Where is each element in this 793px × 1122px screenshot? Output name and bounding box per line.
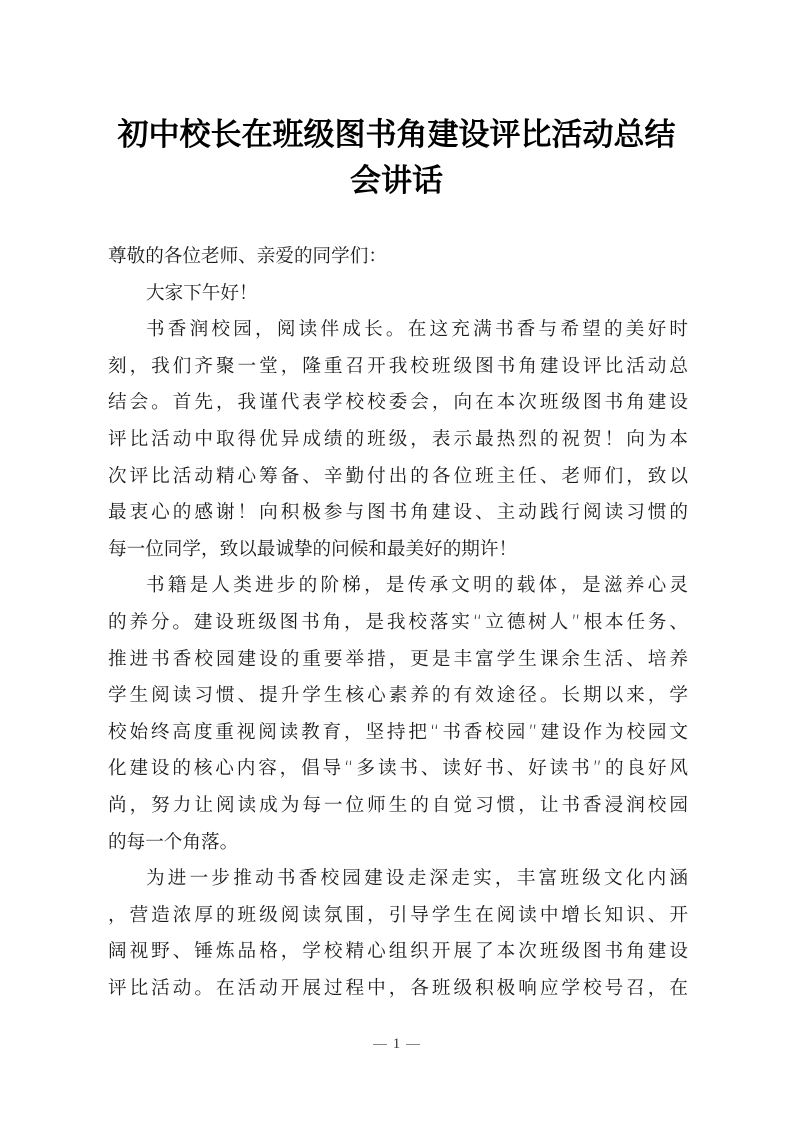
body-line: 每一位同学，致以最诚挚的问候和最美好的期许！: [108, 538, 518, 560]
footer-dash-left: [373, 1044, 387, 1045]
title-line-1: 初中校长在班级图书角建设评比活动总结: [117, 117, 676, 153]
body-line: 阔视野、锤炼品格，学校精心组织开展了本次班级图书角建设: [108, 941, 688, 963]
document-title: [100, 112, 693, 204]
document-body: [108, 239, 688, 1007]
body-line: 书籍是人类进步的阶梯，是传承文明的载体，是滋养心灵: [146, 575, 688, 597]
page-footer: [0, 1036, 793, 1053]
body-line: ，营造浓厚的班级阅读氛围，引导学生在阅读中增长知识、开: [108, 904, 688, 926]
body-line: 尊敬的各位老师、亲爱的同学们：: [108, 246, 387, 267]
body-line: 书香润校园，阅读伴成长。在这充满书香与希望的美好时: [146, 319, 688, 341]
body-line: 评比活动。在活动开展过程中，各班级积极响应学校号召，在: [108, 977, 688, 999]
title-line-2: 会讲话: [350, 163, 443, 199]
body-line: 校始终高度重视阅读教育，坚持把“书香校园”建设作为校园文: [108, 721, 688, 743]
footer-dash-right: [406, 1044, 420, 1045]
page-number: 1: [392, 1036, 401, 1052]
body-line: 的养分。建设班级图书角，是我校落实“立德树人”根本任务、: [108, 611, 688, 633]
body-line: 学生阅读习惯、提升学生核心素养的有效途径。长期以来，学: [108, 685, 688, 707]
body-line: 的每一个角落。: [108, 831, 239, 853]
body-line: 为进一步推动书香校园建设走深走实，丰富班级文化内涵: [146, 868, 688, 890]
body-line: 大家下午好！: [146, 282, 258, 304]
body-line: 最衷心的感谢！向积极参与图书角建设、主动践行阅读习惯的: [108, 502, 688, 524]
body-line: 刻，我们齐聚一堂，隆重召开我校班级图书角建设评比活动总: [108, 355, 688, 377]
body-line: 评比活动中取得优异成绩的班级，表示最热烈的祝贺！向为本: [108, 428, 688, 450]
body-line: 尚，努力让阅读成为每一位师生的自觉习惯，让书香浸润校园: [108, 794, 688, 816]
body-line: 推进书香校园建设的重要举措，更是丰富学生课余生活、培养: [108, 648, 688, 670]
body-line: 化建设的核心内容，倡导“多读书、读好书、好读书”的良好风: [108, 758, 688, 780]
body-line: 次评比活动精心筹备、辛勤付出的各位班主任、老师们，致以: [108, 465, 688, 487]
body-line: 结会。首先，我谨代表学校校委会，向在本次班级图书角建设: [108, 392, 688, 414]
